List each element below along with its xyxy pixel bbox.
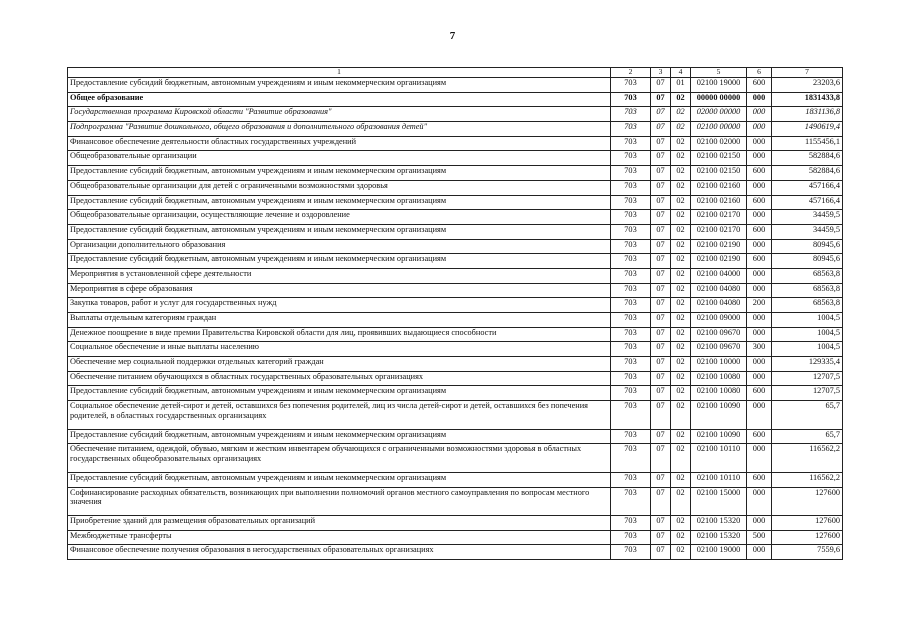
row-name-cell: Софинансирование расходных обязательств, возникающих при выполнении полномочий органов местного самоуправления по вопросам местного значения bbox=[68, 487, 611, 516]
amount-cell: 12707,5 bbox=[772, 386, 843, 401]
expense-kind-cell: 000 bbox=[747, 313, 772, 328]
row-name-cell: Предоставление субсидий бюджетным, автономным учреждениям и иным некоммерческим организациям bbox=[68, 224, 611, 239]
target-code-cell: 02100 00000 bbox=[691, 122, 747, 137]
table-row bbox=[68, 342, 843, 357]
expense-kind-cell: 000 bbox=[747, 371, 772, 386]
ministry-code-cell: 703 bbox=[611, 210, 651, 225]
target-code-cell: 00000 00000 bbox=[691, 92, 747, 107]
target-code-cell: 02100 02160 bbox=[691, 195, 747, 210]
target-code-cell: 02100 15000 bbox=[691, 487, 747, 516]
subsection-code-cell: 02 bbox=[671, 516, 691, 531]
amount-cell: 65,7 bbox=[772, 429, 843, 444]
row-name-cell: Выплаты отдельным категориям граждан bbox=[68, 313, 611, 328]
page-number: 7 bbox=[449, 30, 456, 42]
subsection-code-cell: 02 bbox=[671, 122, 691, 137]
row-name-cell: Обеспечение питанием, одеждой, обувью, мягким и жестким инвентарем обучающихся с ограниченными возможностями здоровья в областных государственных общеобразовательных организациях bbox=[68, 444, 611, 473]
expense-kind-cell: 000 bbox=[747, 516, 772, 531]
amount-cell: 23203,6 bbox=[772, 78, 843, 93]
section-code-cell: 07 bbox=[651, 239, 671, 254]
table-row bbox=[68, 136, 843, 151]
row-name-cell: Организации дополнительного образования bbox=[68, 239, 611, 254]
row-name-cell: Денежное поощрение в виде премии Правительства Кировской области для лиц, проявивших выдающиеся способности bbox=[68, 327, 611, 342]
row-name-cell: Предоставление субсидий бюджетным, автономным учреждениям и иным некоммерческим организациям bbox=[68, 429, 611, 444]
subsection-code-cell: 02 bbox=[671, 429, 691, 444]
target-code-cell: 02100 15320 bbox=[691, 530, 747, 545]
section-code-cell: 07 bbox=[651, 371, 671, 386]
amount-cell: 582884,6 bbox=[772, 166, 843, 181]
target-code-cell: 02100 09670 bbox=[691, 327, 747, 342]
ministry-code-cell: 703 bbox=[611, 268, 651, 283]
row-name-cell: Финансовое обеспечение деятельности областных государственных учреждений bbox=[68, 136, 611, 151]
row-name-cell: Социальное обеспечение и иные выплаты населению bbox=[68, 342, 611, 357]
section-code-cell: 07 bbox=[651, 386, 671, 401]
row-name-cell: Обеспечение питанием обучающихся в областных государственных образовательных организациях bbox=[68, 371, 611, 386]
section-code-cell: 07 bbox=[651, 429, 671, 444]
subsection-code-cell: 02 bbox=[671, 401, 691, 430]
row-name-cell: Общеобразовательные организации bbox=[68, 151, 611, 166]
header-cell: 1 bbox=[68, 68, 611, 78]
section-code-cell: 07 bbox=[651, 268, 671, 283]
section-code-cell: 07 bbox=[651, 342, 671, 357]
target-code-cell: 02100 19000 bbox=[691, 78, 747, 93]
table-row bbox=[68, 92, 843, 107]
table-row bbox=[68, 210, 843, 225]
expense-kind-cell: 000 bbox=[747, 283, 772, 298]
budget-table bbox=[67, 67, 843, 560]
expense-kind-cell: 600 bbox=[747, 254, 772, 269]
target-code-cell: 02100 10110 bbox=[691, 472, 747, 487]
ministry-code-cell: 703 bbox=[611, 342, 651, 357]
row-name-cell: Мероприятия в установленной сфере деятельности bbox=[68, 268, 611, 283]
table-row bbox=[68, 195, 843, 210]
row-name-cell: Межбюджетные трансферты bbox=[68, 530, 611, 545]
target-code-cell: 02100 02190 bbox=[691, 239, 747, 254]
subsection-code-cell: 02 bbox=[671, 530, 691, 545]
row-name-cell: Государственная программа Кировской области "Развитие образования" bbox=[68, 107, 611, 122]
expense-kind-cell: 600 bbox=[747, 386, 772, 401]
subsection-code-cell: 02 bbox=[671, 92, 691, 107]
target-code-cell: 02100 02190 bbox=[691, 254, 747, 269]
table-row bbox=[68, 530, 843, 545]
table-row bbox=[68, 254, 843, 269]
row-name-cell: Предоставление субсидий бюджетным, автономным учреждениям и иным некоммерческим организациям bbox=[68, 386, 611, 401]
target-code-cell: 02100 10090 bbox=[691, 429, 747, 444]
ministry-code-cell: 703 bbox=[611, 180, 651, 195]
target-code-cell: 02100 02000 bbox=[691, 136, 747, 151]
amount-cell: 80945,6 bbox=[772, 239, 843, 254]
expense-kind-cell: 000 bbox=[747, 444, 772, 473]
table-row bbox=[68, 239, 843, 254]
target-code-cell: 02100 02150 bbox=[691, 166, 747, 181]
subsection-code-cell: 02 bbox=[671, 472, 691, 487]
amount-cell: 80945,6 bbox=[772, 254, 843, 269]
table-row bbox=[68, 516, 843, 531]
subsection-code-cell: 02 bbox=[671, 313, 691, 328]
table-row bbox=[68, 166, 843, 181]
expense-kind-cell: 600 bbox=[747, 429, 772, 444]
subsection-code-cell: 02 bbox=[671, 386, 691, 401]
target-code-cell: 02100 04000 bbox=[691, 268, 747, 283]
section-code-cell: 07 bbox=[651, 487, 671, 516]
amount-cell: 68563,8 bbox=[772, 283, 843, 298]
expense-kind-cell: 000 bbox=[747, 487, 772, 516]
section-code-cell: 07 bbox=[651, 357, 671, 372]
amount-cell: 7559,6 bbox=[772, 545, 843, 560]
row-name-cell: Предоставление субсидий бюджетным, автономным учреждениям и иным некоммерческим организациям bbox=[68, 166, 611, 181]
amount-cell: 65,7 bbox=[772, 401, 843, 430]
ministry-code-cell: 703 bbox=[611, 386, 651, 401]
row-name-cell: Финансовое обеспечение получения образования в негосударственных образовательных организациях bbox=[68, 545, 611, 560]
expense-kind-cell: 000 bbox=[747, 357, 772, 372]
subsection-code-cell: 02 bbox=[671, 224, 691, 239]
table-row bbox=[68, 545, 843, 560]
row-name-cell: Приобретение зданий для размещения образовательных организаций bbox=[68, 516, 611, 531]
amount-cell: 34459,5 bbox=[772, 210, 843, 225]
subsection-code-cell: 01 bbox=[671, 78, 691, 93]
target-code-cell: 02100 10080 bbox=[691, 386, 747, 401]
row-name-cell: Закупка товаров, работ и услуг для государственных нужд bbox=[68, 298, 611, 313]
header-cell: 7 bbox=[772, 68, 843, 78]
ministry-code-cell: 703 bbox=[611, 239, 651, 254]
amount-cell: 582884,6 bbox=[772, 151, 843, 166]
amount-cell: 457166,4 bbox=[772, 180, 843, 195]
row-name-cell: Предоставление субсидий бюджетным, автономным учреждениям и иным некоммерческим организациям bbox=[68, 195, 611, 210]
amount-cell: 127600 bbox=[772, 487, 843, 516]
table-row bbox=[68, 180, 843, 195]
expense-kind-cell: 000 bbox=[747, 239, 772, 254]
section-code-cell: 07 bbox=[651, 78, 671, 93]
expense-kind-cell: 300 bbox=[747, 342, 772, 357]
table-header-row bbox=[68, 68, 843, 78]
table-row bbox=[68, 487, 843, 516]
table-row bbox=[68, 386, 843, 401]
row-name-cell: Предоставление субсидий бюджетным, автономным учреждениям и иным некоммерческим организациям bbox=[68, 78, 611, 93]
amount-cell: 1831136,8 bbox=[772, 107, 843, 122]
subsection-code-cell: 02 bbox=[671, 487, 691, 516]
section-code-cell: 07 bbox=[651, 151, 671, 166]
header-cell: 4 bbox=[671, 68, 691, 78]
ministry-code-cell: 703 bbox=[611, 224, 651, 239]
expense-kind-cell: 000 bbox=[747, 92, 772, 107]
ministry-code-cell: 703 bbox=[611, 516, 651, 531]
subsection-code-cell: 02 bbox=[671, 254, 691, 269]
section-code-cell: 07 bbox=[651, 254, 671, 269]
amount-cell: 12707,5 bbox=[772, 371, 843, 386]
ministry-code-cell: 703 bbox=[611, 401, 651, 430]
section-code-cell: 07 bbox=[651, 107, 671, 122]
subsection-code-cell: 02 bbox=[671, 180, 691, 195]
target-code-cell: 02100 10110 bbox=[691, 444, 747, 473]
expense-kind-cell: 000 bbox=[747, 401, 772, 430]
amount-cell: 1004,5 bbox=[772, 327, 843, 342]
table-row bbox=[68, 298, 843, 313]
table-row bbox=[68, 444, 843, 473]
subsection-code-cell: 02 bbox=[671, 444, 691, 473]
section-code-cell: 07 bbox=[651, 166, 671, 181]
table-row bbox=[68, 122, 843, 137]
subsection-code-cell: 02 bbox=[671, 371, 691, 386]
subsection-code-cell: 02 bbox=[671, 357, 691, 372]
ministry-code-cell: 703 bbox=[611, 151, 651, 166]
section-code-cell: 07 bbox=[651, 516, 671, 531]
amount-cell: 457166,4 bbox=[772, 195, 843, 210]
ministry-code-cell: 703 bbox=[611, 313, 651, 328]
section-code-cell: 07 bbox=[651, 210, 671, 225]
table-row bbox=[68, 224, 843, 239]
expense-kind-cell: 000 bbox=[747, 151, 772, 166]
target-code-cell: 02100 04080 bbox=[691, 283, 747, 298]
amount-cell: 1155456,1 bbox=[772, 136, 843, 151]
expense-kind-cell: 600 bbox=[747, 78, 772, 93]
section-code-cell: 07 bbox=[651, 136, 671, 151]
row-name-cell: Предоставление субсидий бюджетным, автономным учреждениям и иным некоммерческим организациям bbox=[68, 472, 611, 487]
header-cell: 5 bbox=[691, 68, 747, 78]
subsection-code-cell: 02 bbox=[671, 210, 691, 225]
subsection-code-cell: 02 bbox=[671, 545, 691, 560]
ministry-code-cell: 703 bbox=[611, 327, 651, 342]
amount-cell: 34459,5 bbox=[772, 224, 843, 239]
expense-kind-cell: 600 bbox=[747, 166, 772, 181]
ministry-code-cell: 703 bbox=[611, 195, 651, 210]
amount-cell: 1004,5 bbox=[772, 313, 843, 328]
subsection-code-cell: 02 bbox=[671, 283, 691, 298]
row-name-cell: Социальное обеспечение детей-сирот и детей, оставшихся без попечения родителей, лиц из числа детей-сирот и детей, оставшихся без попечения родителей, в областных государственных организациях bbox=[68, 401, 611, 430]
target-code-cell: 02000 00000 bbox=[691, 107, 747, 122]
ministry-code-cell: 703 bbox=[611, 357, 651, 372]
target-code-cell: 02100 02150 bbox=[691, 151, 747, 166]
ministry-code-cell: 703 bbox=[611, 530, 651, 545]
target-code-cell: 02100 19000 bbox=[691, 545, 747, 560]
section-code-cell: 07 bbox=[651, 180, 671, 195]
subsection-code-cell: 02 bbox=[671, 239, 691, 254]
row-name-cell: Предоставление субсидий бюджетным, автономным учреждениям и иным некоммерческим организациям bbox=[68, 254, 611, 269]
table-row bbox=[68, 268, 843, 283]
ministry-code-cell: 703 bbox=[611, 122, 651, 137]
ministry-code-cell: 703 bbox=[611, 371, 651, 386]
expense-kind-cell: 000 bbox=[747, 210, 772, 225]
table-row bbox=[68, 313, 843, 328]
ministry-code-cell: 703 bbox=[611, 298, 651, 313]
row-name-cell: Общеобразовательные организации, осуществляющие лечение и оздоровление bbox=[68, 210, 611, 225]
amount-cell: 1490619,4 bbox=[772, 122, 843, 137]
ministry-code-cell: 703 bbox=[611, 444, 651, 473]
target-code-cell: 02100 10000 bbox=[691, 357, 747, 372]
section-code-cell: 07 bbox=[651, 298, 671, 313]
subsection-code-cell: 02 bbox=[671, 268, 691, 283]
target-code-cell: 02100 09670 bbox=[691, 342, 747, 357]
ministry-code-cell: 703 bbox=[611, 545, 651, 560]
section-code-cell: 07 bbox=[651, 327, 671, 342]
row-name-cell: Общеобразовательные организации для детей с ограниченными возможностями здоровья bbox=[68, 180, 611, 195]
amount-cell: 68563,8 bbox=[772, 298, 843, 313]
subsection-code-cell: 02 bbox=[671, 136, 691, 151]
section-code-cell: 07 bbox=[651, 472, 671, 487]
subsection-code-cell: 02 bbox=[671, 195, 691, 210]
ministry-code-cell: 703 bbox=[611, 92, 651, 107]
section-code-cell: 07 bbox=[651, 224, 671, 239]
section-code-cell: 07 bbox=[651, 545, 671, 560]
expense-kind-cell: 000 bbox=[747, 136, 772, 151]
subsection-code-cell: 02 bbox=[671, 342, 691, 357]
amount-cell: 127600 bbox=[772, 516, 843, 531]
amount-cell: 127600 bbox=[772, 530, 843, 545]
amount-cell: 116562,2 bbox=[772, 444, 843, 473]
header-cell: 6 bbox=[747, 68, 772, 78]
amount-cell: 1831433,8 bbox=[772, 92, 843, 107]
row-name-cell: Подпрограмма "Развитие дошкольного, общего образования и дополнительного образования детей" bbox=[68, 122, 611, 137]
header-cell: 3 bbox=[651, 68, 671, 78]
ministry-code-cell: 703 bbox=[611, 166, 651, 181]
target-code-cell: 02100 10080 bbox=[691, 371, 747, 386]
amount-cell: 68563,8 bbox=[772, 268, 843, 283]
expense-kind-cell: 000 bbox=[747, 327, 772, 342]
table-row bbox=[68, 401, 843, 430]
row-name-cell: Обеспечение мер социальной поддержки отдельных категорий граждан bbox=[68, 357, 611, 372]
ministry-code-cell: 703 bbox=[611, 429, 651, 444]
table-row bbox=[68, 357, 843, 372]
target-code-cell: 02100 04080 bbox=[691, 298, 747, 313]
table-row bbox=[68, 78, 843, 93]
ministry-code-cell: 703 bbox=[611, 472, 651, 487]
row-name-cell: Мероприятия в сфере образования bbox=[68, 283, 611, 298]
subsection-code-cell: 02 bbox=[671, 107, 691, 122]
amount-cell: 129335,4 bbox=[772, 357, 843, 372]
ministry-code-cell: 703 bbox=[611, 107, 651, 122]
expense-kind-cell: 600 bbox=[747, 195, 772, 210]
expense-kind-cell: 000 bbox=[747, 122, 772, 137]
target-code-cell: 02100 15320 bbox=[691, 516, 747, 531]
section-code-cell: 07 bbox=[651, 530, 671, 545]
table-row bbox=[68, 371, 843, 386]
ministry-code-cell: 703 bbox=[611, 78, 651, 93]
amount-cell: 116562,2 bbox=[772, 472, 843, 487]
target-code-cell: 02100 10090 bbox=[691, 401, 747, 430]
section-code-cell: 07 bbox=[651, 444, 671, 473]
expense-kind-cell: 000 bbox=[747, 545, 772, 560]
table-row bbox=[68, 283, 843, 298]
section-code-cell: 07 bbox=[651, 195, 671, 210]
section-code-cell: 07 bbox=[651, 283, 671, 298]
ministry-code-cell: 703 bbox=[611, 136, 651, 151]
amount-cell: 1004,5 bbox=[772, 342, 843, 357]
section-code-cell: 07 bbox=[651, 313, 671, 328]
expense-kind-cell: 500 bbox=[747, 530, 772, 545]
header-cell: 2 bbox=[611, 68, 651, 78]
target-code-cell: 02100 02160 bbox=[691, 180, 747, 195]
ministry-code-cell: 703 bbox=[611, 254, 651, 269]
target-code-cell: 02100 02170 bbox=[691, 224, 747, 239]
table-row bbox=[68, 107, 843, 122]
expense-kind-cell: 600 bbox=[747, 472, 772, 487]
expense-kind-cell: 000 bbox=[747, 180, 772, 195]
table-row bbox=[68, 327, 843, 342]
table-row bbox=[68, 472, 843, 487]
ministry-code-cell: 703 bbox=[611, 283, 651, 298]
subsection-code-cell: 02 bbox=[671, 298, 691, 313]
section-code-cell: 07 bbox=[651, 92, 671, 107]
expense-kind-cell: 200 bbox=[747, 298, 772, 313]
row-name-cell: Общее образование bbox=[68, 92, 611, 107]
target-code-cell: 02100 09000 bbox=[691, 313, 747, 328]
subsection-code-cell: 02 bbox=[671, 151, 691, 166]
expense-kind-cell: 600 bbox=[747, 224, 772, 239]
expense-kind-cell: 000 bbox=[747, 107, 772, 122]
section-code-cell: 07 bbox=[651, 401, 671, 430]
target-code-cell: 02100 02170 bbox=[691, 210, 747, 225]
expense-kind-cell: 000 bbox=[747, 268, 772, 283]
subsection-code-cell: 02 bbox=[671, 327, 691, 342]
ministry-code-cell: 703 bbox=[611, 487, 651, 516]
table-row bbox=[68, 429, 843, 444]
subsection-code-cell: 02 bbox=[671, 166, 691, 181]
table-row bbox=[68, 151, 843, 166]
section-code-cell: 07 bbox=[651, 122, 671, 137]
